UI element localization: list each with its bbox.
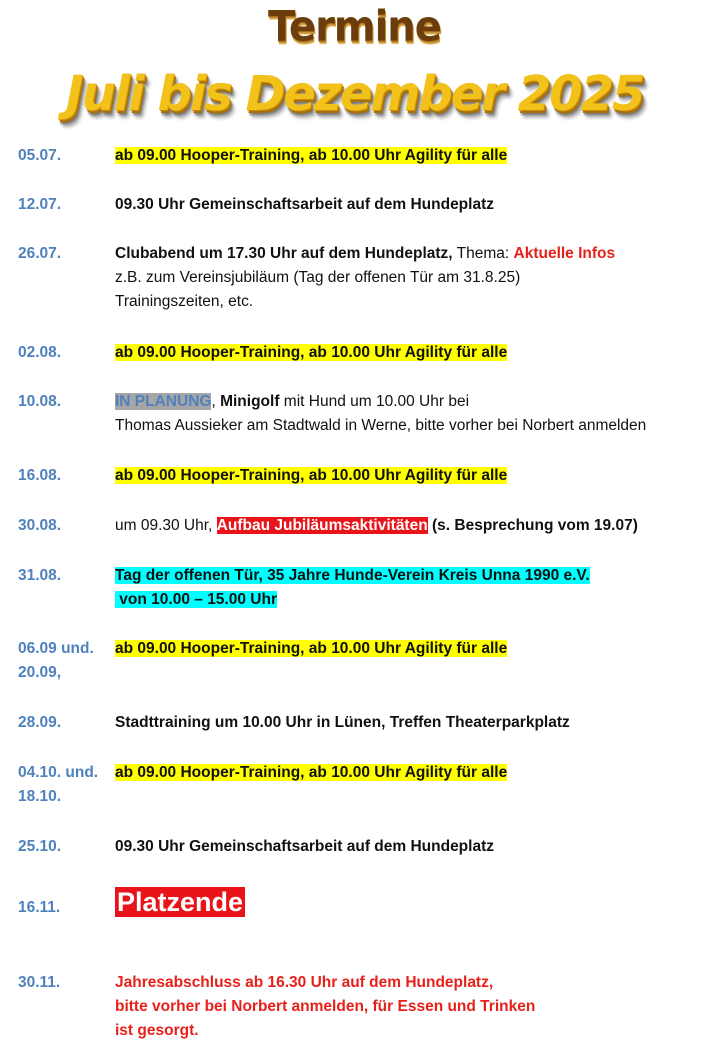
event-text-line: z.B. zum Vereinsjubiläum (Tag der offenen Tür am 31.8.25) (115, 269, 521, 286)
event-text: 09.30 Uhr Gemeinschaftsarbeit auf dem Hundeplatz (115, 196, 494, 213)
page-title: Termine (268, 2, 441, 52)
event-date: 02.08. (18, 344, 62, 361)
event-text-line: Thomas Aussieker am Stadtwald in Werne, bitte vorher bei Norbert anmelden (115, 417, 647, 434)
event-highlight: Platzende (117, 887, 244, 917)
event-date: 28.09. (18, 714, 62, 731)
event-date: 16.11. (18, 899, 61, 916)
event-date: 16.08. (18, 467, 62, 484)
event-date: 10.08. (18, 393, 62, 410)
event-text: ab 09.00 Hooper-Training, ab 10.00 Uhr Agility für alle (115, 467, 508, 484)
event-date: 05.07. (18, 147, 62, 164)
event-text: , (211, 393, 221, 410)
event-text-line: ist gesorgt. (115, 1022, 199, 1039)
event-date: 12.07. (18, 196, 62, 213)
event-text-line: bitte vorher bei Norbert anmelden, für Essen und Trinken (115, 998, 536, 1015)
event-text-line: Trainingszeiten, etc. (115, 293, 254, 310)
event-text: um 09.30 Uhr, (115, 517, 217, 534)
status-badge: IN PLANUNG (115, 393, 212, 410)
event-text: Thema: (452, 245, 514, 262)
event-text: (s. Besprechung vom 19.07) (427, 517, 638, 534)
event-highlight: Aktuelle Infos (513, 245, 616, 262)
event-text: Tag der offenen Tür, 35 Jahre Hunde-Verein Kreis Unna 1990 e.V. (115, 567, 590, 584)
event-text: 09.30 Uhr Gemeinschaftsarbeit auf dem Hundeplatz (115, 838, 494, 855)
event-text: ab 09.00 Hooper-Training, ab 10.00 Uhr Agility für alle (115, 764, 508, 781)
event-text: ab 09.00 Hooper-Training, ab 10.00 Uhr Agility für alle (115, 640, 508, 657)
event-highlight: Aufbau Jubiläumsaktivitäten (216, 517, 428, 534)
event-text: ab 09.00 Hooper-Training, ab 10.00 Uhr Agility für alle (115, 344, 508, 361)
event-text: ab 09.00 Hooper-Training, ab 10.00 Uhr Agility für alle (115, 147, 508, 164)
event-date: 30.08. (18, 517, 62, 534)
event-text: von 10.00 – 15.00 Uhr (115, 591, 277, 608)
event-text: Minigolf (220, 393, 280, 410)
event-date: 31.08. (18, 567, 62, 584)
event-date: 04.10. und. 18.10. (18, 764, 99, 805)
event-text: Stadttraining um 10.00 Uhr in Lünen, Treffen Theaterparkplatz (115, 714, 570, 731)
event-text-line: Jahresabschluss ab 16.30 Uhr auf dem Hundeplatz, (115, 974, 494, 991)
event-text: mit Hund um 10.00 Uhr bei (279, 393, 470, 410)
event-date: 06.09 und. 20.09, (18, 640, 94, 681)
event-date: 26.07. (18, 245, 62, 262)
event-date: 30.11. (18, 974, 61, 991)
event-text: Clubabend um 17.30 Uhr auf dem Hundeplatz, (115, 245, 453, 262)
page-subtitle: Juli bis Dezember 2025 (65, 66, 644, 122)
event-date: 25.10. (18, 838, 62, 855)
